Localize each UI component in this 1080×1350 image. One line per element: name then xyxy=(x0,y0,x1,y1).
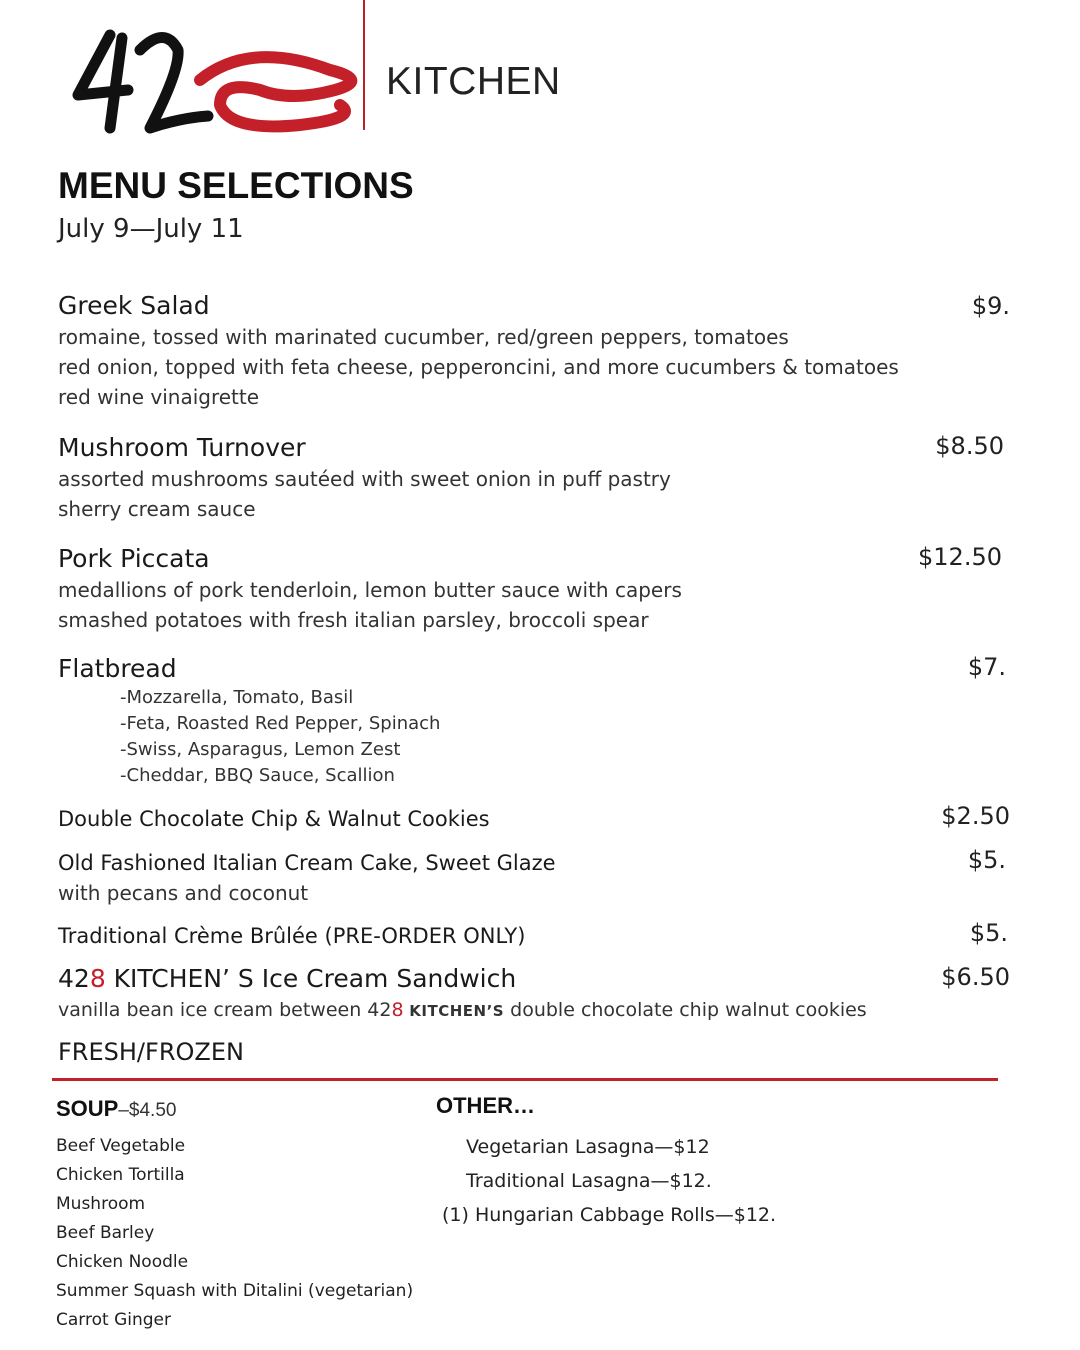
item-name: Greek Salad xyxy=(58,291,210,320)
logo-wordmark: KITCHEN xyxy=(386,60,561,103)
menu-item-ice-cream-sandwich xyxy=(58,963,1018,1026)
logo xyxy=(70,10,370,135)
item-desc-line: romaine, tossed with marinated cucumber, red/green peppers, tomatoes xyxy=(58,325,789,349)
soup-item: Chicken Noodle xyxy=(56,1252,189,1272)
section-divider xyxy=(52,1078,998,1081)
item-desc-line: assorted mushrooms sautéed with sweet onion in puff pastry xyxy=(58,467,671,491)
desc-rest: double chocolate chip walnut cookies xyxy=(504,999,867,1021)
item-name: Pork Piccata xyxy=(58,544,210,573)
item-desc-line: sherry cream sauce xyxy=(58,497,256,521)
menu-dates: July 9—July 11 xyxy=(58,214,244,244)
logo-digit-4 xyxy=(78,35,128,128)
other-item: Vegetarian Lasagna—$12 xyxy=(466,1136,710,1158)
name-prefix: 42 xyxy=(58,964,90,993)
item-desc-line xyxy=(58,995,1018,1026)
item-price: $2.50 xyxy=(941,802,1010,830)
menu-item-cookies xyxy=(58,804,1018,834)
item-name xyxy=(58,963,1018,995)
desc-accent: 8 xyxy=(391,999,404,1021)
item-price: $6.50 xyxy=(941,963,1010,991)
menu-item-pork-piccata xyxy=(58,543,1018,635)
desc-prefix: vanilla bean ice cream between 42 xyxy=(58,999,392,1021)
menu-item-flatbread xyxy=(58,653,1018,789)
item-desc-line: with pecans and coconut xyxy=(58,881,309,905)
item-name: Flatbread xyxy=(58,654,177,683)
soup-heading xyxy=(56,1096,176,1122)
soup-item: Chicken Tortilla xyxy=(56,1165,185,1185)
name-rest: KITCHEN’ S Ice Cream Sandwich xyxy=(105,964,517,993)
item-price: $5. xyxy=(967,846,1006,874)
flatbread-option: -Swiss, Asparagus, Lemon Zest xyxy=(120,739,401,760)
soup-price: –$4.50 xyxy=(118,1100,177,1121)
item-price: $9. xyxy=(971,292,1010,320)
item-price: $5. xyxy=(969,919,1008,947)
item-desc-line: red wine vinaigrette xyxy=(58,385,260,409)
menu-item-cream-cake xyxy=(58,848,1018,908)
fresh-frozen-heading: FRESH/FROZEN xyxy=(58,1038,244,1066)
item-desc-line: medallions of pork tenderloin, lemon butter sauce with capers xyxy=(58,578,682,602)
item-name: Old Fashioned Italian Cream Cake, Sweet Glaze xyxy=(58,851,556,875)
item-price: $8.50 xyxy=(935,432,1004,460)
other-list xyxy=(436,1130,776,1232)
page-title: MENU SELECTIONS xyxy=(58,165,414,206)
logo-digit-8 xyxy=(200,57,351,126)
item-name: Mushroom Turnover xyxy=(58,433,306,462)
item-name: Traditional Crème Brûlée (PRE-ORDER ONLY) xyxy=(58,924,526,948)
menu-item-greek-salad xyxy=(58,290,1018,412)
item-name: Double Chocolate Chip & Walnut Cookies xyxy=(58,807,490,831)
flatbread-option: -Feta, Roasted Red Pepper, Spinach xyxy=(120,713,441,734)
logo-divider xyxy=(363,0,365,130)
other-item: (1) Hungarian Cabbage Rolls—$12. xyxy=(442,1204,777,1226)
soup-item: Beef Barley xyxy=(56,1223,155,1243)
soup-list xyxy=(56,1132,413,1335)
other-item: Traditional Lasagna—$12. xyxy=(466,1170,712,1192)
item-price: $7. xyxy=(967,653,1006,681)
logo-mark xyxy=(70,10,370,135)
soup-item: Beef Vegetable xyxy=(56,1136,186,1156)
soup-title: SOUP xyxy=(56,1096,119,1121)
other-heading: OTHER… xyxy=(436,1093,535,1118)
soup-item: Mushroom xyxy=(56,1194,146,1214)
item-desc-line: red onion, topped with feta cheese, pepperoncini, and more cucumbers & tomatoes xyxy=(58,355,899,379)
flatbread-option: -Cheddar, BBQ Sauce, Scallion xyxy=(120,765,395,786)
item-price: $12.50 xyxy=(918,543,1002,571)
name-accent: 8 xyxy=(89,964,106,993)
flatbread-option: -Mozzarella, Tomato, Basil xyxy=(120,687,354,708)
soup-item: Carrot Ginger xyxy=(56,1310,171,1330)
menu-item-mushroom-turnover xyxy=(58,432,1018,524)
item-desc-line: smashed potatoes with fresh italian parsley, broccoli spear xyxy=(58,608,649,632)
soup-item: Summer Squash with Ditalini (vegetarian) xyxy=(56,1281,414,1301)
desc-brand: KITCHEN’S xyxy=(403,1002,505,1020)
menu-item-creme-brulee xyxy=(58,921,1018,951)
